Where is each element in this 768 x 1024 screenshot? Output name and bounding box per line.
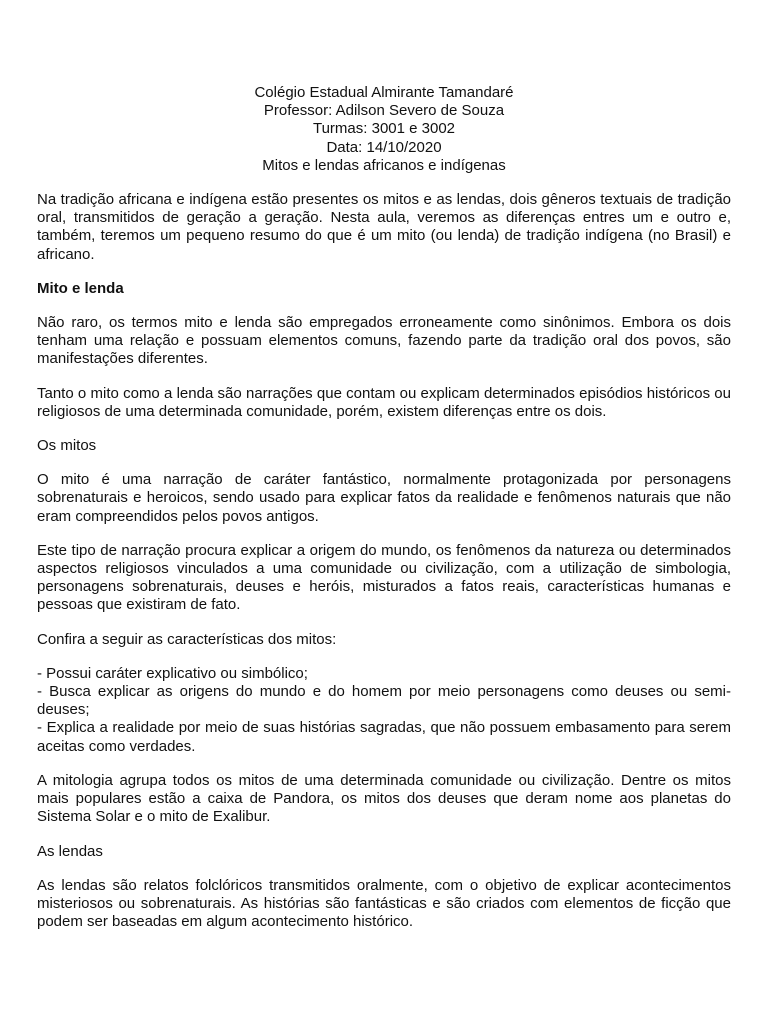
mitos-characteristics-list (37, 665, 731, 756)
lesson-subject: Mitos e lendas africanos e indígenas (262, 156, 506, 174)
document-page (37, 84, 731, 947)
mitos-paragraph-2: Este tipo de narração procura explicar a origem do mundo, os fenômenos da natureza ou determinados aspectos religiosos vinculados a uma comunidade ou civilização, com a utilização de simbologia, personagens sobrenaturais, deuses e heróis, misturados a fatos reais, características humanas e pessoas que existiram de fato. (37, 541, 731, 614)
teacher-name: Professor: Adilson Severo de Souza (263, 102, 505, 120)
mitos-paragraph-1: O mito é uma narração de caráter fantástico, normalmente protagonizada por personagens sobrenaturais e heroicos, sendo usado para explicar fatos da realidade e fenômenos naturais que não eram compreendidos pelos povos antigos. (37, 471, 731, 525)
mitos-paragraph-3: A mitologia agrupa todos os mitos de uma determinada comunidade ou civilização. Dentre os mitos mais populares estão a caixa de Pandora, os mitos dos deuses que deram nome aos planetas do Sistema Solar e o mito de Exalibur. (37, 771, 731, 826)
school-name: Colégio Estadual Almirante Tamandaré (254, 84, 514, 101)
section-heading-os-mitos: Os mitos (37, 437, 97, 455)
classes-line: Turmas: 3001 e 3002 (312, 120, 456, 138)
section-heading-mito-e-lenda: Mito e lenda (37, 279, 124, 297)
intro-paragraph: Na tradição africana e indígena estão presentes os mitos e as lendas, dois gêneros textuais de tradição oral, transmitidos de geração a geração. Nesta aula, veremos as diferenças entres um e outro e, também, teremos um pequeno resumo do que é um mito (ou lenda) de tradição indígena (no Brasil) e africano. (37, 191, 731, 263)
list-item: - Explica a realidade por meio de suas histórias sagradas, que não possuem embasamento para serem aceitas como verdades. (37, 719, 731, 755)
document-header (37, 84, 731, 175)
list-item: - Possui caráter explicativo ou simbólico; (37, 664, 308, 682)
mito-lenda-paragraph-2: Tanto o mito como a lenda são narrações que contam ou explicam determinados episódios históricos ou religiosos de uma determinada comunidade, porém, existem diferenças entre os dois. (37, 384, 731, 420)
lendas-paragraph-1: As lendas são relatos folclóricos transmitidos oralmente, com o objetivo de explicar acontecimentos misteriosos ou sobrenaturais. As histórias são fantásticas e são criados com elementos de ficção que podem ser baseadas em algum acontecimento histórico. (37, 876, 731, 931)
list-item: - Busca explicar as origens do mundo e do homem por meio personagens como deuses ou semi-deuses; (37, 683, 731, 719)
mitos-list-intro: Confira a seguir as características dos mitos: (37, 630, 337, 648)
section-heading-as-lendas: As lendas (37, 842, 103, 860)
mito-lenda-paragraph-1: Não raro, os termos mito e lenda são empregados erroneamente como sinônimos. Embora os dois tenham uma relação e possuam elementos comuns, fazendo parte da tradição oral dos povos, são manifestações diferentes. (37, 314, 731, 368)
date-line: Data: 14/10/2020 (326, 138, 442, 156)
